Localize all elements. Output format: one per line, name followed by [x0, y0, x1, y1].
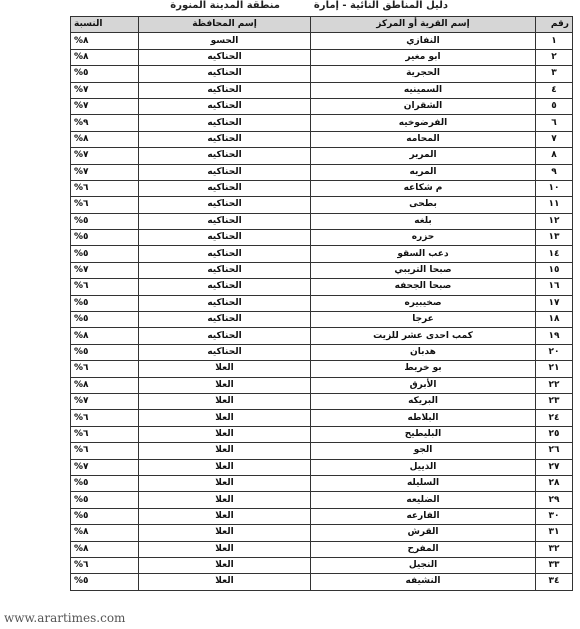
percent-cell: %٥: [71, 312, 139, 328]
table-row: [71, 541, 573, 557]
table-row: [71, 180, 573, 196]
percent-cell: %٧: [71, 393, 139, 409]
village-name-cell: الفرضوخيه: [311, 115, 536, 131]
row-number-cell: ٧: [536, 131, 573, 147]
village-name-cell: القرش: [311, 525, 536, 541]
governorate-cell: الحناكيه: [139, 115, 311, 131]
governorate-cell: العلا: [139, 541, 311, 557]
village-name-cell: كمب احدى عشر للزيت: [311, 328, 536, 344]
village-name-cell: عرجا: [311, 312, 536, 328]
table-row: [71, 508, 573, 524]
table-row: [71, 148, 573, 164]
governorate-cell: الحناكيه: [139, 344, 311, 360]
village-name-cell: السمينيه: [311, 82, 536, 98]
village-name-cell: النفازي: [311, 33, 536, 49]
row-number-cell: ١: [536, 33, 573, 49]
table-row: [71, 213, 573, 229]
percent-cell: %٨: [71, 525, 139, 541]
table-header-row: [71, 17, 573, 33]
village-name-cell: م شكاعه: [311, 180, 536, 196]
governorate-cell: العلا: [139, 393, 311, 409]
percent-cell: %٦: [71, 197, 139, 213]
percent-cell: %٥: [71, 344, 139, 360]
governorate-cell: الحناكيه: [139, 98, 311, 114]
village-name-cell: حزره: [311, 230, 536, 246]
governorate-cell: الحناكيه: [139, 279, 311, 295]
governorate-cell: العلا: [139, 557, 311, 573]
column-header-village: إسم القرية أو المركز: [311, 17, 536, 33]
village-name-cell: ابو مغير: [311, 49, 536, 65]
governorate-cell: الحناكيه: [139, 180, 311, 196]
governorate-cell: الحناكيه: [139, 66, 311, 82]
percent-cell: %٨: [71, 541, 139, 557]
row-number-cell: ١٠: [536, 180, 573, 196]
governorate-cell: الحناكيه: [139, 246, 311, 262]
percent-cell: %٦: [71, 180, 139, 196]
table-body: [71, 33, 573, 590]
village-name-cell: المفرح: [311, 541, 536, 557]
governorate-cell: العلا: [139, 492, 311, 508]
governorate-cell: العلا: [139, 459, 311, 475]
table-row: [71, 279, 573, 295]
row-number-cell: ٢١: [536, 361, 573, 377]
table-row: [71, 475, 573, 491]
governorate-cell: العلا: [139, 410, 311, 426]
governorate-cell: الحناكيه: [139, 164, 311, 180]
table-row: [71, 115, 573, 131]
percent-cell: %٥: [71, 213, 139, 229]
governorate-cell: الحناكيه: [139, 262, 311, 278]
table-row: [71, 246, 573, 262]
row-number-cell: ٢٦: [536, 443, 573, 459]
row-number-cell: ٢: [536, 49, 573, 65]
village-name-cell: الحجرية: [311, 66, 536, 82]
village-name-cell: المريه: [311, 164, 536, 180]
percent-cell: %٥: [71, 246, 139, 262]
percent-cell: %٦: [71, 426, 139, 442]
village-name-cell: الفارعه: [311, 508, 536, 524]
governorate-cell: العلا: [139, 525, 311, 541]
governorate-cell: العلا: [139, 475, 311, 491]
row-number-cell: ٢٧: [536, 459, 573, 475]
village-name-cell: بطحى: [311, 197, 536, 213]
governorate-cell: العلا: [139, 361, 311, 377]
village-name-cell: صبحا الجحفه: [311, 279, 536, 295]
percent-cell: %٥: [71, 508, 139, 524]
governorate-cell: الحناكيه: [139, 197, 311, 213]
table-row: [71, 492, 573, 508]
row-number-cell: ١٦: [536, 279, 573, 295]
percent-cell: %٨: [71, 328, 139, 344]
governorate-cell: العلا: [139, 574, 311, 590]
percent-cell: %٧: [71, 164, 139, 180]
percent-cell: %٦: [71, 443, 139, 459]
row-number-cell: ١٨: [536, 312, 573, 328]
percent-cell: %٧: [71, 82, 139, 98]
table-row: [71, 410, 573, 426]
village-name-cell: البريكه: [311, 393, 536, 409]
percent-cell: %٧: [71, 148, 139, 164]
table-row: [71, 66, 573, 82]
table-row: [71, 328, 573, 344]
table-row: [71, 98, 573, 114]
village-name-cell: الضليعه: [311, 492, 536, 508]
row-number-cell: ٨: [536, 148, 573, 164]
village-name-cell: دعب السقو: [311, 246, 536, 262]
row-number-cell: ٢٨: [536, 475, 573, 491]
village-name-cell: بو خريط: [311, 361, 536, 377]
row-number-cell: ١٣: [536, 230, 573, 246]
table-row: [71, 33, 573, 49]
percent-cell: %٨: [71, 49, 139, 65]
percent-cell: %٥: [71, 574, 139, 590]
governorate-cell: الحناكيه: [139, 82, 311, 98]
governorate-cell: العلا: [139, 443, 311, 459]
village-name-cell: هدبان: [311, 344, 536, 360]
row-number-cell: ١٩: [536, 328, 573, 344]
table-row: [71, 262, 573, 278]
village-name-cell: الجو: [311, 443, 536, 459]
row-number-cell: ٥: [536, 98, 573, 114]
row-number-cell: ٣١: [536, 525, 573, 541]
village-name-cell: الذييل: [311, 459, 536, 475]
table-row: [71, 131, 573, 147]
percent-cell: %٩: [71, 115, 139, 131]
column-header-governorate: إسم المحافظة: [139, 17, 311, 33]
table-row: [71, 574, 573, 590]
governorate-cell: الحناكيه: [139, 131, 311, 147]
row-number-cell: ٢٩: [536, 492, 573, 508]
row-number-cell: ١٥: [536, 262, 573, 278]
document-title: دليل المناطق النائية - إمارة: [313, 0, 448, 11]
percent-cell: %٦: [71, 279, 139, 295]
table-row: [71, 443, 573, 459]
table-row: [71, 295, 573, 311]
village-name-cell: السليله: [311, 475, 536, 491]
table-row: [71, 49, 573, 65]
row-number-cell: ١٢: [536, 213, 573, 229]
table-row: [71, 426, 573, 442]
table-row: [71, 393, 573, 409]
row-number-cell: ٣: [536, 66, 573, 82]
row-number-cell: ١٧: [536, 295, 573, 311]
village-name-cell: المحامه: [311, 131, 536, 147]
row-number-cell: ٤: [536, 82, 573, 98]
table-row: [71, 197, 573, 213]
governorate-cell: الحناكيه: [139, 295, 311, 311]
percent-cell: %٥: [71, 295, 139, 311]
percent-cell: %٦: [71, 410, 139, 426]
village-name-cell: البلاطه: [311, 410, 536, 426]
percent-cell: %٧: [71, 262, 139, 278]
row-number-cell: ٢٤: [536, 410, 573, 426]
governorate-cell: الحناكيه: [139, 213, 311, 229]
village-name-cell: الأبرق: [311, 377, 536, 393]
village-name-cell: بلغه: [311, 213, 536, 229]
table-row: [71, 361, 573, 377]
table-row: [71, 82, 573, 98]
villages-table: [70, 16, 573, 591]
row-number-cell: ٣٤: [536, 574, 573, 590]
governorate-cell: الحناكيه: [139, 312, 311, 328]
percent-cell: %٨: [71, 33, 139, 49]
village-name-cell: صبحا التريبي: [311, 262, 536, 278]
table-row: [71, 230, 573, 246]
governorate-cell: الحناكيه: [139, 230, 311, 246]
row-number-cell: ١١: [536, 197, 573, 213]
region-title: منطقة المدينة المنورة: [170, 0, 280, 11]
percent-cell: %٥: [71, 66, 139, 82]
village-name-cell: صخيبيره: [311, 295, 536, 311]
column-header-percent: النسبة: [71, 17, 139, 33]
row-number-cell: ٩: [536, 164, 573, 180]
table-row: [71, 312, 573, 328]
percent-cell: %٦: [71, 557, 139, 573]
village-name-cell: النشيفه: [311, 574, 536, 590]
table-row: [71, 459, 573, 475]
row-number-cell: ٢٥: [536, 426, 573, 442]
table-row: [71, 164, 573, 180]
percent-cell: %٧: [71, 98, 139, 114]
row-number-cell: ٣٠: [536, 508, 573, 524]
row-number-cell: ٣٢: [536, 541, 573, 557]
percent-cell: %٥: [71, 492, 139, 508]
row-number-cell: ٦: [536, 115, 573, 131]
village-name-cell: الشقران: [311, 98, 536, 114]
percent-cell: %٥: [71, 475, 139, 491]
site-watermark: www.arartimes.com: [4, 611, 126, 625]
column-header-number: رقم: [536, 17, 573, 33]
percent-cell: %٦: [71, 361, 139, 377]
row-number-cell: ٢٣: [536, 393, 573, 409]
governorate-cell: العلا: [139, 508, 311, 524]
governorate-cell: الحناكيه: [139, 328, 311, 344]
governorate-cell: الحناكيه: [139, 148, 311, 164]
table-row: [71, 525, 573, 541]
governorate-cell: الحسو: [139, 33, 311, 49]
table-row: [71, 557, 573, 573]
percent-cell: %٥: [71, 230, 139, 246]
page-header: [0, 0, 580, 14]
row-number-cell: ٢٢: [536, 377, 573, 393]
governorate-cell: الحناكيه: [139, 49, 311, 65]
percent-cell: %٨: [71, 377, 139, 393]
village-name-cell: النجيل: [311, 557, 536, 573]
village-name-cell: البليطيح: [311, 426, 536, 442]
row-number-cell: ٢٠: [536, 344, 573, 360]
table-row: [71, 344, 573, 360]
row-number-cell: ٣٣: [536, 557, 573, 573]
percent-cell: %٨: [71, 131, 139, 147]
row-number-cell: ١٤: [536, 246, 573, 262]
governorate-cell: العلا: [139, 426, 311, 442]
percent-cell: %٧: [71, 459, 139, 475]
village-name-cell: المرير: [311, 148, 536, 164]
governorate-cell: العلا: [139, 377, 311, 393]
table-row: [71, 377, 573, 393]
